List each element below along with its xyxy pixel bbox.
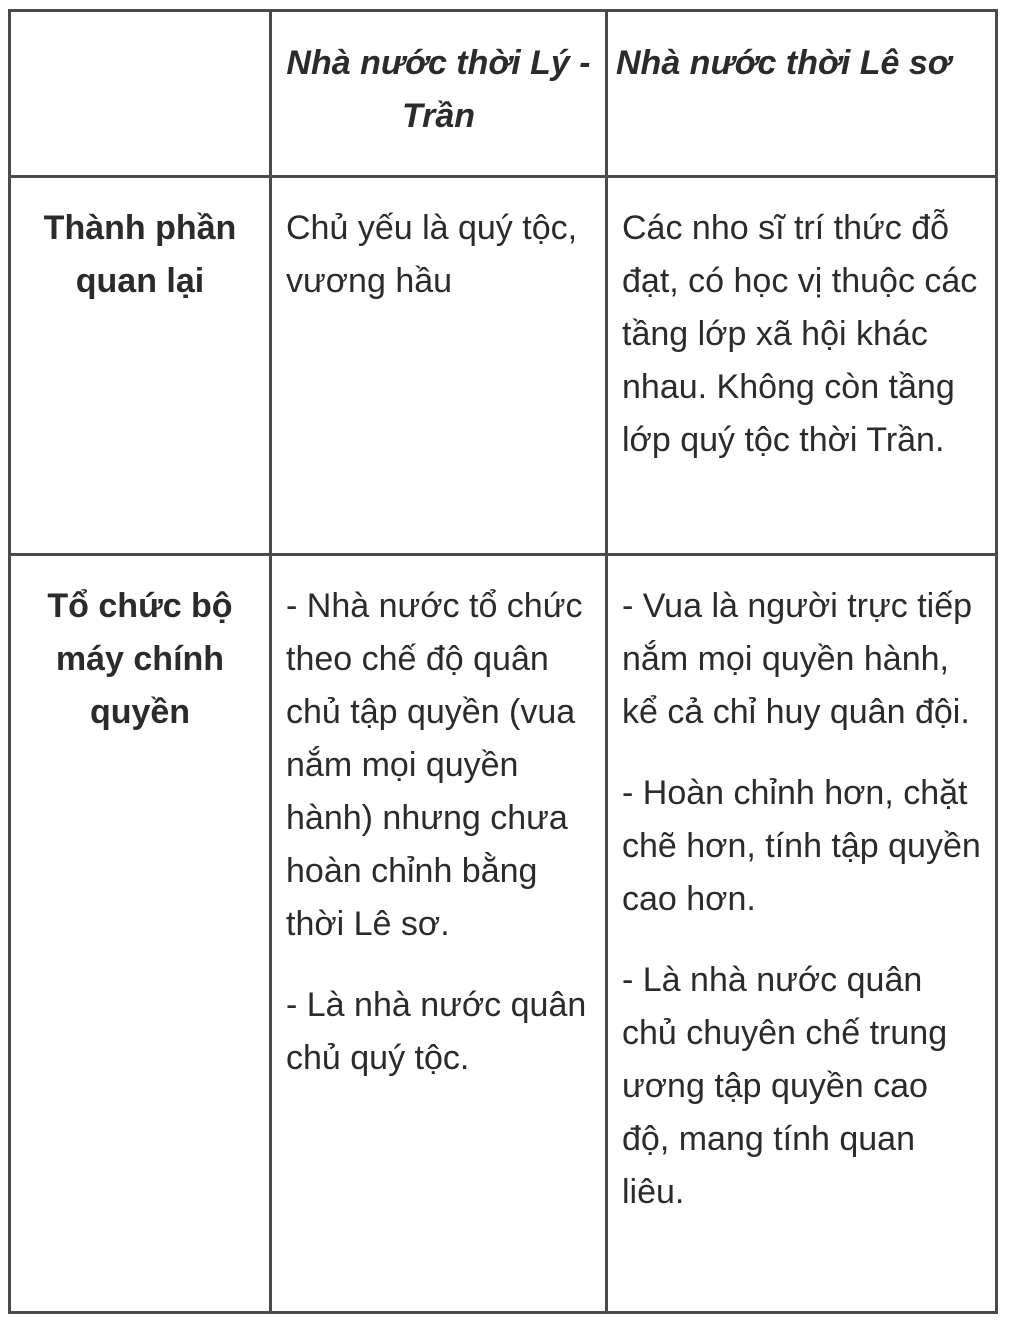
row-label-cell xyxy=(11,556,272,1311)
header-empty-cell xyxy=(11,12,272,178)
cell-paragraph: - Nhà nước tổ chức theo chế độ quân chủ tập quyền (vua nắm mọi quyền hành) nhưng chưa hoàn chỉnh bằng thời Lê sơ. xyxy=(286,587,583,943)
header-le-so xyxy=(608,12,995,178)
row-label-cell xyxy=(11,178,272,556)
le-so-cell xyxy=(608,556,995,1311)
ly-tran-cell xyxy=(272,556,608,1311)
cell-paragraph: - Là nhà nước quân chủ chuyên chế trung ương tập quyền cao độ, mang tính quan liêu. xyxy=(622,961,948,1211)
cell-paragraph: - Vua là người trực tiếp nắm mọi quyền hành, kể cả chỉ huy quân đội. xyxy=(622,587,973,731)
le-so-cell xyxy=(608,178,995,556)
row-label: Tổ chức bộ máy chính quyền xyxy=(47,587,233,731)
table-row xyxy=(11,178,995,556)
header-le-so-text: Nhà nước thời Lê sơ xyxy=(616,44,951,82)
cell-paragraph: Chủ yếu là quý tộc, vương hầu xyxy=(286,209,578,300)
header-row xyxy=(11,12,995,178)
row-label: Thành phần quan lại xyxy=(43,209,237,300)
comparison-table xyxy=(8,9,998,1314)
cell-paragraph: - Hoàn chỉnh hơn, chặt chẽ hơn, tính tập quyền cao hơn. xyxy=(622,774,981,918)
header-ly-tran-text: Nhà nước thời Lý - Trần xyxy=(286,44,591,135)
cell-paragraph: - Là nhà nước quân chủ quý tộc. xyxy=(286,986,587,1077)
table-row xyxy=(11,556,995,1311)
ly-tran-cell xyxy=(272,178,608,556)
cell-paragraph: Các nho sĩ trí thức đỗ đạt, có học vị thuộc các tầng lớp xã hội khác nhau. Không còn tầng lớp quý tộc thời Trần. xyxy=(622,209,978,459)
header-ly-tran xyxy=(272,12,608,178)
